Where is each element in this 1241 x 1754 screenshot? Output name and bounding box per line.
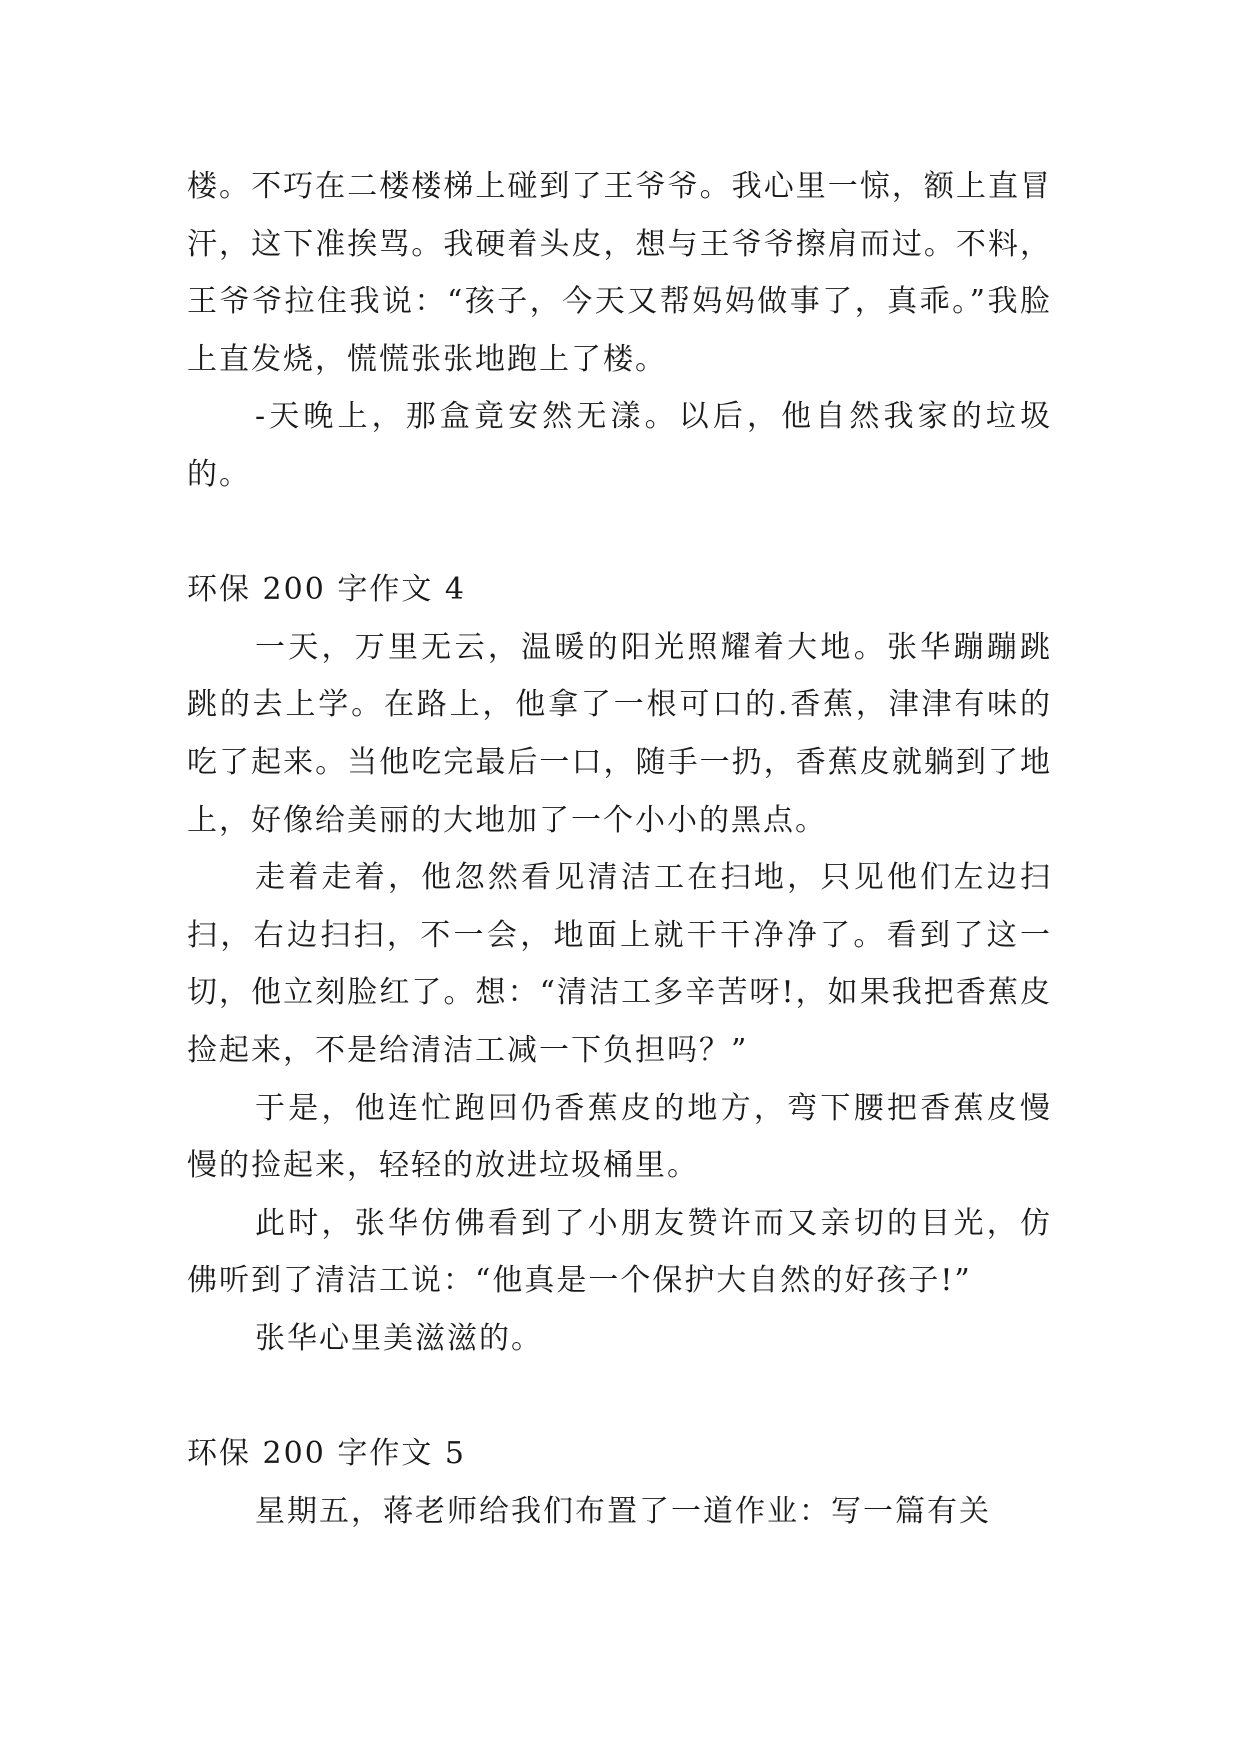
- paragraph: 一天，万里无云，温暖的阳光照耀着大地。张华蹦蹦跳跳的去上学。在路上，他拿了一根可口的.香蕉，津津有味的吃了起来。当他吃完最后一口，随手一扔，香蕉皮就躺到了地上，好像给美丽的大地加了一个小小的黑点。: [187, 629, 1052, 838]
- section-heading: 环保 200 字作文 5: [187, 1436, 466, 1472]
- document-body: [187, 158, 1052, 1540]
- paragraph: 星期五，蒋老师给我们布置了一道作业：写一篇有关: [255, 1493, 991, 1529]
- paragraph: 走着走着，他忽然看见清洁工在扫地，只见他们左边扫扫，右边扫扫，不一会，地面上就干干净净了。看到了这一切，他立刻脸红了。想：“清洁工多辛苦呀!，如果我把香蕉皮捡起来，不是给清洁工减一下负担吗？”: [187, 860, 1052, 1068]
- section-gap: [187, 504, 1052, 562]
- paragraph-continued: 楼。不巧在二楼楼梯上碰到了王爷爷。我心里一惊，额上直冒汗，这下准挨骂。我硬着头皮，想与王爷爷擦肩而过。不料，王爷爷拉住我说：“孩子，今天又帮妈妈做事了，真乖。”我脸上直发烧，慌慌张张地跑上了楼。: [187, 169, 1052, 377]
- paragraph: -天晚上，那盒竟安然无漾。以后，他自然我家的垃圾的。: [187, 399, 1052, 492]
- paragraph: 于是，他连忙跑回仍香蕉皮的地方，弯下腰把香蕉皮慢慢的捡起来，轻轻的放进垃圾桶里。: [187, 1090, 1052, 1184]
- section-gap: [187, 1367, 1052, 1425]
- paragraph: 此时，张华仿佛看到了小朋友赞许而又亲切的目光，仿佛听到了清洁工说：“他真是一个保护大自然的好孩子!”: [187, 1205, 1052, 1299]
- section-heading: 环保 200 字作文 4: [187, 572, 466, 608]
- paragraph: 张华心里美滋滋的。: [255, 1320, 543, 1356]
